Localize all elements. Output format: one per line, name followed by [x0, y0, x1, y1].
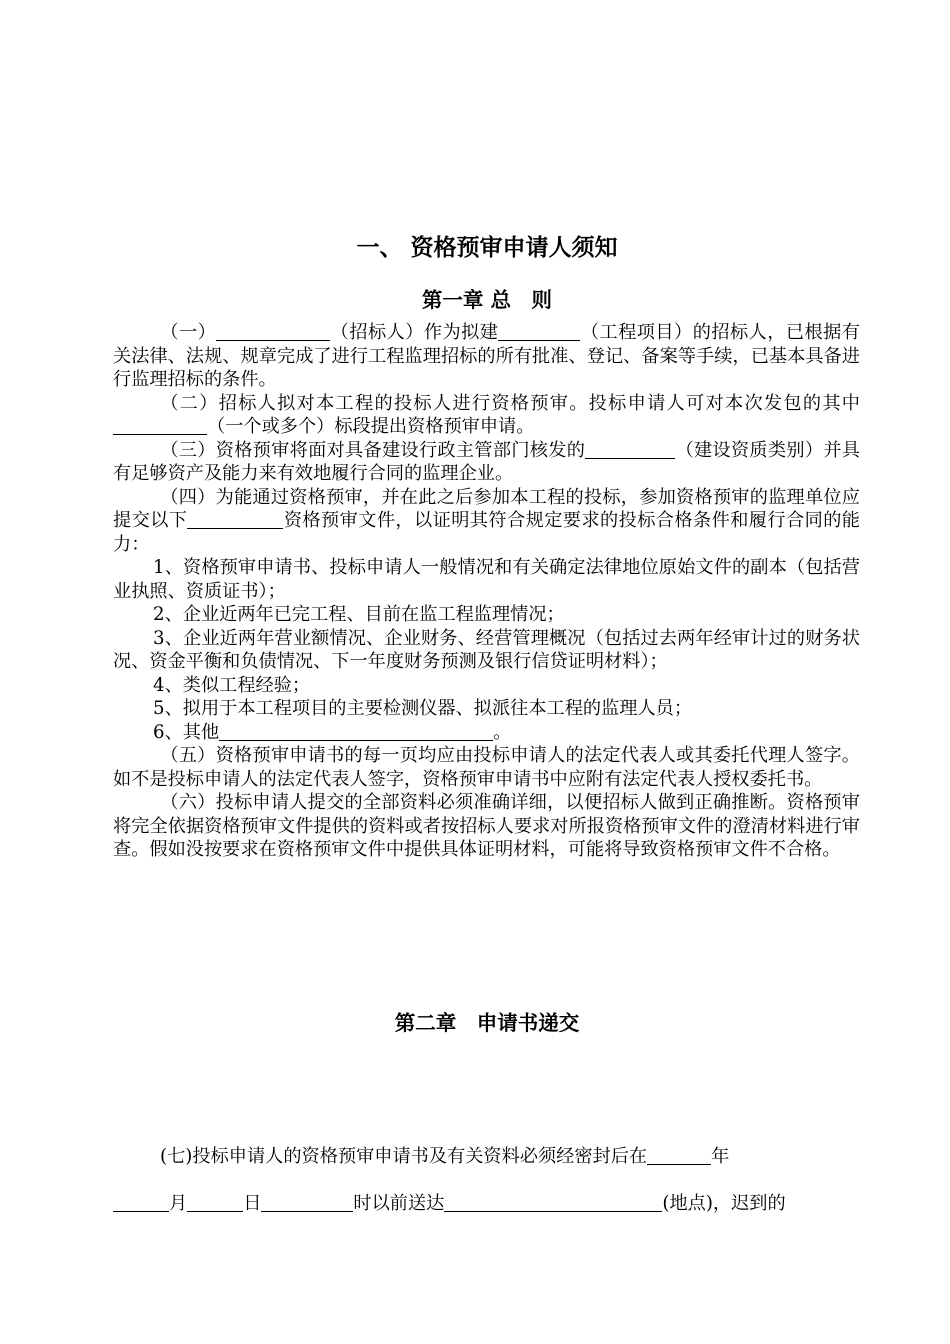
blank-field — [216, 321, 330, 341]
list-item-1: 1、资格预审申请书、投标申请人一般情况和有关确定法律地位原始文件的副本（包括营业执照、资质证书）； — [113, 557, 860, 602]
paragraph-4: （四）为能通过资格预审，并在此之后参加本工程的投标，参加资格预审的监理单位应提交以下 资格预审文件，以证明其符合规定要求的投标合格条件和履行合同的能力： — [113, 486, 860, 555]
blank-field — [261, 1192, 353, 1212]
blank-field — [219, 721, 493, 741]
blank-field — [444, 1192, 662, 1212]
list-item-6: 6、其他 。 — [153, 721, 512, 743]
paragraph-5: （五）资格预审申请书的每一页均应由投标申请人的法定代表人或其委托代理人签字。如不是投标申请人的法定代表人签字，资格预审申请书中应附有法定代表人授权委托书。 — [113, 745, 860, 790]
paragraph-6: （六）投标申请人提交的全部资料必须准确详细，以便招标人做到正确推断。资格预审将完全依据资格预审文件提供的资料或者按招标人要求对所报资格预审文件的澄清材料进行审查。假如没按要求在资格预审文件中提供具体证明材料，可能将导致资格预审文件不合格。 — [113, 792, 860, 860]
blank-field — [187, 509, 283, 529]
list-item-5: 5、拟用于本工程项目的主要检测仪器、拟派往本工程的监理人员； — [153, 698, 693, 719]
chapter-one-body — [113, 321, 860, 862]
blank-field — [585, 439, 675, 459]
blank-field — [113, 415, 207, 435]
chapter-one-heading: 第一章 总 则 — [421, 288, 553, 312]
chapter-two-heading: 第二章 申请书递交 — [394, 1011, 580, 1035]
paragraph-7-line-1: (七)投标申请人的资格预审申请书及有关资料必须经密封后在 年 — [160, 1146, 730, 1167]
blank-field — [647, 1145, 711, 1165]
list-item-2: 2、企业近两年已完工程、目前在监工程监理情况； — [153, 604, 565, 625]
blank-field — [498, 321, 580, 341]
paragraph-7-line-2: 月 日 时以前送达 (地点)，迟到的 — [113, 1192, 863, 1216]
list-item-4: 4、类似工程经验； — [153, 674, 311, 696]
paragraph-1: （一） （招标人）作为拟建 （工程项目）的招标人，已根据有关法律、法规、规章完成了进行工程监理招标的所有批准、登记、备案等手续，已基本具备进行监理招标的条件。 — [113, 322, 860, 390]
blank-field — [113, 1192, 169, 1212]
paragraph-3: （三）资格预审将面对具备建设行政主管部门核发的 （建设资质类别）并具有足够资产及能力来有效地履行合同的监理企业。 — [113, 439, 860, 484]
document-title: 一、 资格预审申请人须知 — [356, 235, 618, 261]
paragraph-2: （二）招标人拟对本工程的投标人进行资格预审。投标申请人可对本次发包的其中（一个或多个）标段提出资格预审申请。 — [113, 392, 860, 439]
list-item-3: 3、企业近两年营业额情况、企业财务、经营管理概况（包括过去两年经审计过的财务状况、资金平衡和负债情况、下一年度财务预测及银行信贷证明材料）； — [113, 627, 860, 672]
blank-field — [187, 1192, 243, 1212]
